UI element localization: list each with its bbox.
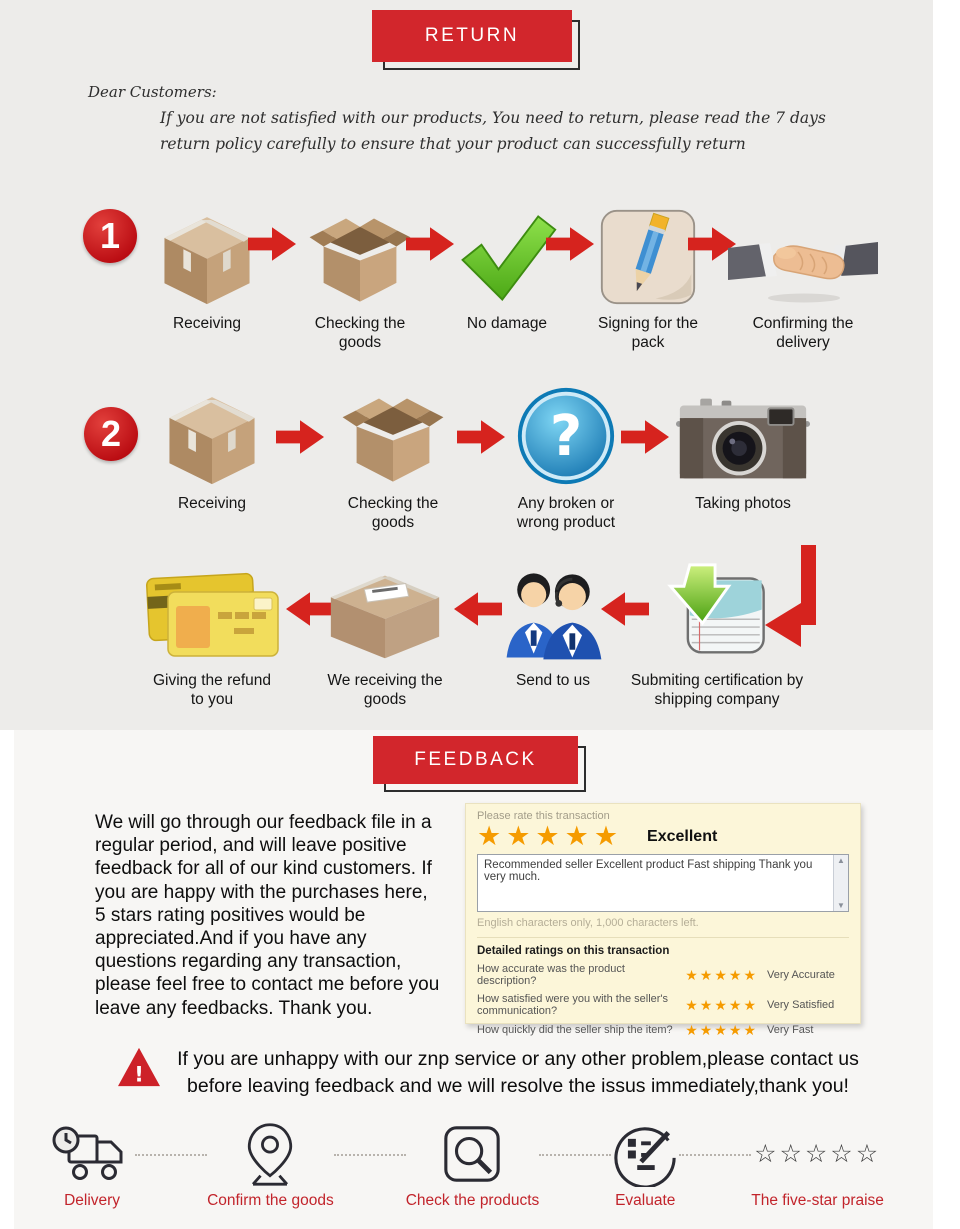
flow-step-label: Checking the goods (347, 495, 439, 531)
flow-step (137, 368, 287, 513)
detail-rating-row (477, 993, 849, 1017)
warning-line-1: If you are unhappy with our znp service or any other problem,please contact us (177, 1048, 859, 1070)
footer-step (611, 1122, 679, 1210)
arrow-elbow-down-left-icon (757, 545, 823, 649)
rating-label: Excellent (647, 827, 718, 845)
footer-step (49, 1122, 135, 1210)
feedback-banner (373, 736, 578, 784)
flow-step (127, 545, 297, 709)
footer-step-label: Evaluate (615, 1192, 676, 1209)
footer-step (406, 1122, 540, 1210)
comment-note: English characters only, 1,000 characters left. (477, 917, 699, 929)
feedback-form-panel (465, 803, 861, 1038)
rating-stars[interactable]: ★★★★★ (685, 997, 758, 1013)
flow-step-label: No damage (466, 315, 548, 332)
handshake-icon (723, 188, 883, 306)
camera-icon (658, 368, 828, 486)
rating-question: How accurate was the product description? (477, 963, 625, 987)
intro-line-1: If you are not satisfied with our products, You need to return, please read the 7 days (160, 109, 826, 127)
open-box-icon (313, 368, 473, 486)
feedback-banner-label: FEEDBACK (373, 736, 578, 784)
flow-step-label: Send to us (515, 672, 591, 689)
textarea-scrollbar[interactable] (833, 855, 848, 911)
rating-question: How satisfied were you with the seller's communication? (477, 993, 669, 1017)
step-number-badge-1: 1 (83, 209, 137, 263)
rate-prompt: Please rate this transaction (477, 810, 610, 822)
svg-text:?: ? (549, 404, 583, 470)
flow-step (285, 188, 435, 352)
dotted-connector (679, 1154, 751, 1156)
rating-question: How quickly did the seller ship the item? (477, 1024, 673, 1036)
parcel-box-icon (305, 545, 465, 663)
five-star-outline-icon (754, 1122, 881, 1186)
flow-step (305, 545, 465, 709)
flow-step (313, 368, 473, 532)
footer-step-label: Check the products (405, 1192, 540, 1209)
intro-line-2: return policy carefully to ensure that your product can successfully return (160, 135, 746, 153)
rating-stars[interactable]: ★★★★★ (685, 1022, 758, 1038)
flow-step-label: Receiving (177, 495, 247, 512)
scroll-down-icon[interactable]: ▼ (837, 901, 845, 910)
footer-step-label: Confirm the goods (207, 1192, 334, 1209)
delivery-truck-icon (49, 1122, 135, 1186)
detail-rating-row (477, 1023, 849, 1037)
footer-steps (0, 1122, 933, 1210)
scroll-up-icon[interactable]: ▲ (837, 856, 845, 865)
credit-cards-icon (127, 545, 297, 663)
flow-step-label: Any broken or wrong product (516, 495, 616, 531)
dotted-connector (334, 1154, 406, 1156)
magnifier-icon (441, 1122, 503, 1186)
warning-triangle-icon (117, 1046, 161, 1093)
location-pin-icon (239, 1122, 301, 1186)
dotted-connector (135, 1154, 207, 1156)
warning-text (165, 1046, 871, 1100)
comment-textarea[interactable] (477, 854, 849, 912)
rating-value: Very Accurate (767, 969, 835, 981)
evaluate-checklist-icon (611, 1122, 679, 1186)
footer-step-label: Delivery (64, 1192, 121, 1209)
flow-step-label: Checking the goods (314, 315, 406, 351)
flow-step-label: Signing for the pack (598, 315, 698, 351)
flow-step-label: We receiving the goods (327, 672, 443, 708)
footer-step (751, 1122, 884, 1210)
warning-line-2: before leaving feedback and we will resolve the issus immediately,thank you! (187, 1075, 849, 1097)
detail-rating-row (477, 963, 849, 987)
feedback-paragraph: We will go through our feedback file in a regular period, and will leave positive feedback for all of our kind customers. If you are happy with the purchases here, 5 stars rating positives would be appreciated.And if you have any questions regarding any transaction, please feel free to contact me before you leave any feedbacks. Thank you. (95, 812, 440, 1019)
greeting-text: Dear Customers: (88, 83, 217, 101)
flow-step (658, 368, 828, 513)
detail-ratings-title: Detailed ratings on this transaction (477, 937, 849, 957)
rating-stars[interactable]: ★★★★★ (477, 821, 624, 851)
flow-step (573, 188, 723, 352)
dotted-connector (539, 1154, 611, 1156)
flow-step-label: Taking photos (695, 495, 791, 512)
outline-stars: ☆☆☆☆☆ (754, 1139, 882, 1168)
comment-text[interactable]: Recommended seller Excellent product Fast shipping Thank you very much. (484, 859, 813, 883)
footer-step (207, 1122, 334, 1210)
closed-box-icon (137, 368, 287, 486)
rating-stars[interactable]: ★★★★★ (685, 967, 758, 983)
rating-value: Very Satisfied (767, 999, 835, 1011)
rating-value: Very Fast (767, 1024, 814, 1036)
flow-step-label: Submiting certification by shipping company (630, 672, 804, 708)
flow-step-label: Receiving (172, 315, 242, 332)
step-number-badge-2: 2 (84, 407, 138, 461)
flow-step-label: Confirming the delivery (752, 315, 854, 351)
return-banner-label: RETURN (372, 10, 572, 62)
svg-text:!: ! (134, 1062, 144, 1087)
footer-step-label: The five-star praise (751, 1192, 884, 1209)
return-banner (372, 10, 572, 62)
flow-step (723, 188, 883, 352)
flow-step-label: Giving the refund to you (152, 672, 272, 708)
